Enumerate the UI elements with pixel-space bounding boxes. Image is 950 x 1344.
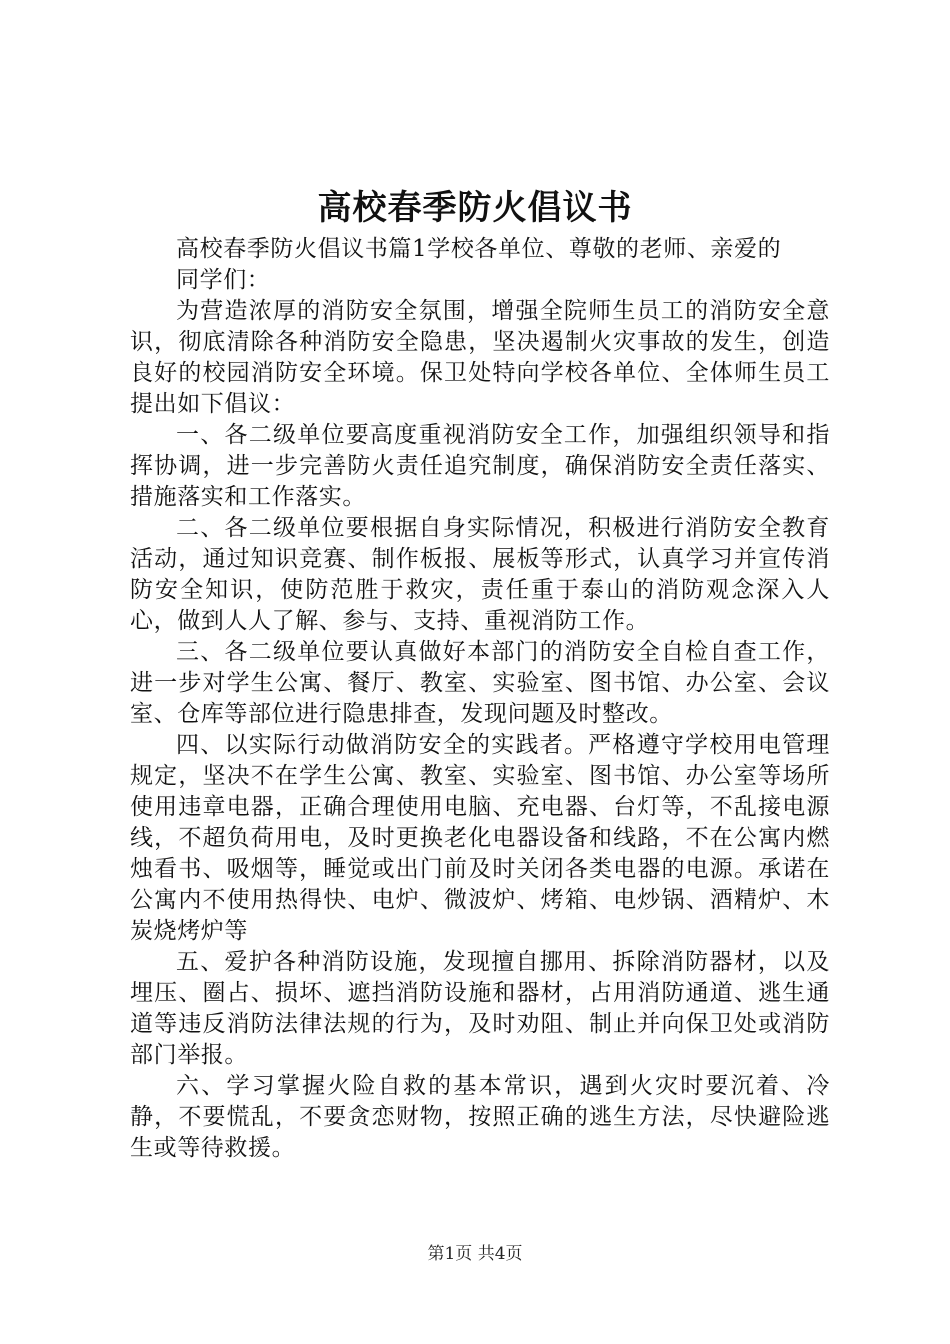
document-title: 高校春季防火倡议书: [317, 188, 633, 228]
paragraph-item-6: 六、学习掌握火险自救的基本常识，遇到火灾时要沉着、冷静，不要慌乱，不要贪恋财物，按照正确的逃生方法，尽快避险逃生或等待救援。: [130, 1073, 830, 1161]
paragraph-item-2: 二、各二级单位要根据自身实际情况，积极进行消防安全教育活动，通过知识竞赛、制作板报、展板等形式，认真学习并宣传消防安全知识，使防范胜于救灾，责任重于泰山的消防观念深入人心，做到人人了解、参与、支持、重视消防工作。: [130, 515, 830, 634]
paragraph-item-5: 五、爱护各种消防设施，发现擅自挪用、拆除消防器材，以及埋压、圈占、损坏、遮挡消防设施和器材，占用消防通道、逃生通道等违反消防法律法规的行为，及时劝阻、制止并向保卫处或消防部门举报。: [130, 949, 830, 1068]
paragraph-item-3: 三、各二级单位要认真做好本部门的消防安全自检自查工作，进一步对学生公寓、餐厅、教室、实验室、图书馆、办公室、会议室、仓库等部位进行隐患排查，发现问题及时整改。: [130, 639, 830, 727]
page-number-footer: 第1页 共4页: [427, 1244, 523, 1264]
paragraph-intro: 高校春季防火倡议书篇1学校各单位、尊敬的老师、亲爱的: [176, 236, 782, 262]
document-body: [130, 234, 830, 1164]
paragraph-preamble: 为营造浓厚的消防安全氛围，增强全院师生员工的消防安全意识，彻底清除各种消防安全隐患，坚决遏制火灾事故的发生，创造良好的校园消防安全环境。保卫处特向学校各单位、全体师生员工提出如下倡议：: [130, 298, 830, 417]
paragraph-salutation: 同学们：: [176, 267, 271, 293]
paragraph-item-4: 四、以实际行动做消防安全的实践者。严格遵守学校用电管理规定，坚决不在学生公寓、教室、实验室、图书馆、办公室等场所使用违章电器，正确合理使用电脑、充电器、台灯等，不乱接电源线，不超负荷用电，及时更换老化电器设备和线路，不在公寓内燃烛看书、吸烟等，睡觉或出门前及时关闭各类电器的电源。承诺在公寓内不使用热得快、电炉、微波炉、烤箱、电炒锅、酒精炉、木炭烧烤炉等: [130, 732, 830, 944]
paragraph-item-1: 一、各二级单位要高度重视消防安全工作，加强组织领导和指挥协调，进一步完善防火责任追究制度，确保消防安全责任落实、措施落实和工作落实。: [130, 422, 830, 510]
